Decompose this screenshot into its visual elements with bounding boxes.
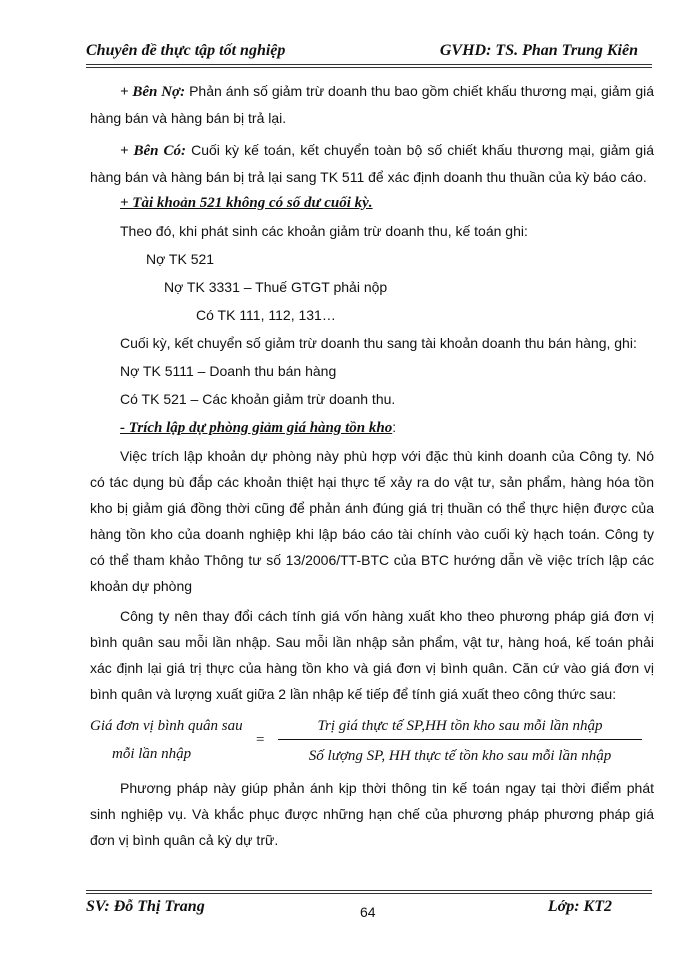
ben-no-paragraph [90, 78, 654, 131]
phuong-phap-paragraph: Phương pháp này giúp phản ánh kịp thời thông tin kế toán ngay tại thời điểm phát sinh nghiệp vụ. Và khắc phục được những hạn chế của phương pháp phương pháp giá đơn vị bình quân cả kỳ dự trữ. [90, 780, 654, 848]
formula-numerator: Trị giá thực tế SP,HH tồn kho sau mỗi lần nhập [317, 718, 603, 734]
trich-lap-heading-line [90, 414, 654, 441]
entry-no-tk5111: Nợ TK 5111 – Doanh thu bán hàng [120, 363, 337, 379]
footer-divider [86, 890, 652, 894]
average-price-formula [90, 709, 654, 771]
theo-do-line: Theo đó, khi phát sinh các khoản giảm trừ doanh thu, kế toán ghi: [120, 223, 528, 239]
formula-lhs-line2: mỗi lần nhập [112, 746, 192, 762]
page-number: 64 [360, 904, 376, 920]
entry-no-tk521: Nợ TK 521 [146, 251, 215, 267]
page-header [86, 40, 652, 66]
tk521-heading: + Tài khoản 521 không có số dư cuối kỳ. [120, 195, 373, 211]
ben-co-label: + Bên Có: [120, 143, 186, 159]
document-body [90, 78, 654, 853]
ben-co-text: Cuối kỳ kế toán, kết chuyển toàn bộ số chiết khấu thương mại, giảm giá hàng bán và hàng bán bị trả lại sang TK 511 để xác định doanh thu thuần của kỳ báo cáo. [90, 142, 654, 185]
trich-lap-paragraph: Việc trích lập khoản dự phòng này phù hợp với đặc thù kinh doanh của Công ty. Nó có tác dụng bù đắp các khoản thiệt hại thực tế xảy ra do vật tư, sản phẩm, hàng hóa tồn kho bị giảm giá đồng thời cũng để phản ánh đúng giá trị thuần có thể thực hiện được của hàng tồn kho của doanh nghiệp khi lập báo cáo tài chính vào cuối kỳ hạch toán. Công ty có thể tham khảo Thông tư số 13/2006/TT-BTC của BTC hướng dẫn về việc trích lập các khoản dự phòng [90, 448, 654, 594]
header-supervisor: GVHD: TS. Phan Trung Kiên [439, 42, 638, 59]
page-footer [86, 896, 652, 926]
header-divider [86, 64, 652, 68]
formula-lhs-line1: Giá đơn vị bình quân sau [90, 718, 243, 734]
formula-denominator: Số lượng SP, HH thực tế tồn kho sau mỗi lần nhập [308, 748, 612, 764]
footer-class: Lớp: KT2 [547, 898, 612, 915]
entry-co-tk521: Có TK 521 – Các khoản giảm trừ doanh thu. [120, 391, 396, 407]
trich-lap-heading: - Trích lập dự phòng giảm giá hàng tồn kho [120, 420, 393, 436]
ben-co-paragraph [90, 137, 654, 190]
ben-no-text: Phản ánh số giảm trừ doanh thu bao gồm chiết khấu thương mại, giảm giá hàng bán và hàng bán bị trả lại. [90, 83, 654, 126]
cong-ty-paragraph: Công ty nên thay đổi cách tính giá vốn hàng xuất kho theo phương pháp giá đơn vị bình quân sau mỗi lần nhập. Sau mỗi lần nhập sản phẩm, vật tư, hàng hoá, kế toán phải xác định lại giá trị thực của hàng tồn kho và giá đơn vị bình quân. Căn cứ vào giá đơn vị bình quân và lượng xuất giữa 2 lần nhập kế tiếp để tính giá xuất theo công thức sau: [90, 608, 654, 702]
footer-student: SV: Đỗ Thị Trang [86, 898, 205, 915]
cuoi-ky-line: Cuối kỳ, kết chuyển số giảm trừ doanh thu sang tài khoản doanh thu bán hàng, ghi: [120, 335, 637, 351]
ben-no-label: + Bên Nợ: [120, 84, 186, 100]
formula-equals: = [256, 732, 265, 748]
header-title: Chuyên đề thực tập tốt nghiệp [86, 42, 286, 59]
fraction-bar [278, 739, 642, 740]
entry-co-tk111: Có TK 111, 112, 131… [196, 307, 336, 323]
trich-lap-colon: : [392, 419, 397, 435]
entry-no-tk3331: Nợ TK 3331 – Thuế GTGT phải nộp [164, 279, 388, 295]
